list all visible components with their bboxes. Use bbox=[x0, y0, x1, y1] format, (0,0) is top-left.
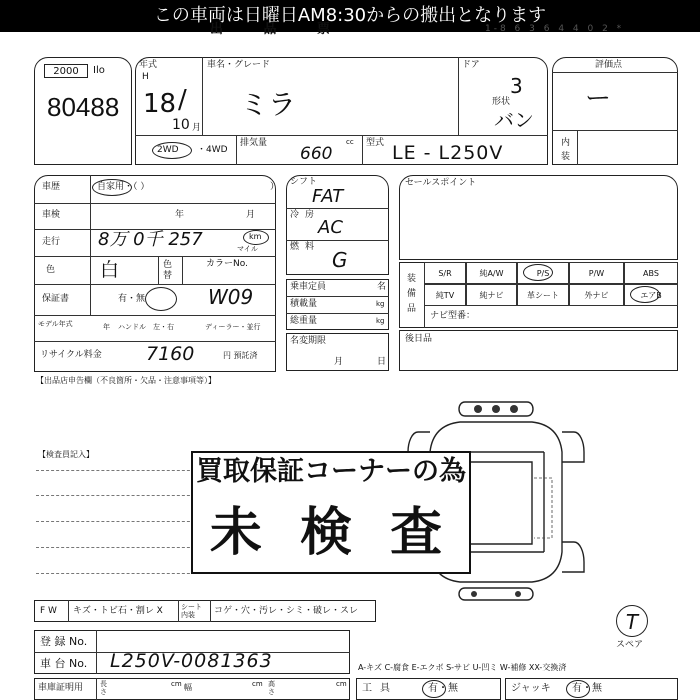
notice-line1: 買取保証コーナーの為 bbox=[196, 456, 466, 487]
inspection-label: 車検 bbox=[42, 210, 61, 220]
body-type: バン bbox=[494, 108, 534, 132]
dealer-label: ディーラー・並行 bbox=[205, 323, 261, 331]
car-name: ミラ bbox=[240, 88, 297, 121]
width-unit: cm bbox=[252, 680, 263, 688]
model-year-label: モデル年式 bbox=[38, 320, 73, 328]
year-label: 年式 bbox=[139, 60, 158, 70]
lot-tag-extra: Ilo bbox=[93, 65, 105, 76]
color-label: 色 bbox=[46, 265, 56, 275]
reg-label: 登 録 No. bbox=[40, 635, 88, 648]
history-label: 車歴 bbox=[42, 182, 61, 192]
airbag-circle bbox=[630, 286, 660, 303]
grade-value: ー bbox=[585, 84, 612, 114]
color-no-value: W09 bbox=[208, 285, 254, 309]
chassis-label: 車 台 No. bbox=[40, 657, 88, 670]
inspection-month-unit: 月 bbox=[246, 210, 256, 220]
mileage-km: km bbox=[249, 232, 262, 241]
month-value: 10 bbox=[172, 117, 190, 133]
ac-value: AC bbox=[318, 217, 343, 238]
equip-alloy: 純A/W bbox=[466, 262, 517, 284]
barcode-text: 1-8 6 3 6 4 4 0 2 * bbox=[485, 24, 625, 34]
sheet-title: 出 品 票 bbox=[210, 22, 349, 37]
seat-damage: コゲ・穴・汚レ・シミ・破レ・スレ bbox=[214, 606, 359, 616]
height-label: 高さ bbox=[268, 680, 275, 696]
color-no-label: カラーNo. bbox=[206, 259, 248, 269]
navi-model-label: ナビ型番： bbox=[430, 311, 476, 321]
deadline-month: 月 bbox=[334, 357, 344, 367]
equip-pw: P/W bbox=[569, 262, 624, 284]
handle-label: ハンドル 左・右 bbox=[118, 323, 174, 331]
body-label: 形状 bbox=[492, 97, 511, 107]
tools-label: 工具 bbox=[362, 683, 398, 694]
equip-navi: 純ナビ bbox=[466, 284, 517, 306]
capacity-unit: 名 bbox=[377, 282, 387, 292]
height-unit: cm bbox=[336, 680, 347, 688]
equip-airbag: エアB bbox=[624, 284, 678, 306]
deadline-label: 名変期限 bbox=[290, 336, 327, 346]
jack-value: 有・無 bbox=[572, 683, 602, 694]
width-label: 幅 bbox=[184, 683, 192, 692]
grade-label: 評価点 bbox=[595, 60, 623, 70]
lot-number: 80488 bbox=[47, 92, 120, 122]
recycle-unit: 円 預託済 bbox=[223, 351, 258, 360]
equip-abs: ABS bbox=[624, 262, 678, 284]
fw-scratch: キズ・トビ石・割レ X bbox=[73, 606, 163, 616]
color-value: 白 bbox=[100, 259, 120, 281]
gross-label: 総重量 bbox=[290, 316, 318, 326]
history-value: 自家用・（ ） bbox=[97, 182, 150, 192]
shift-label: シフト bbox=[290, 177, 318, 187]
spare-tire-icon: T bbox=[616, 605, 648, 637]
year-slash: / bbox=[178, 85, 187, 115]
displacement-label: 排気量 bbox=[240, 138, 268, 148]
length-unit: cm bbox=[171, 680, 182, 688]
equip-tv: 純TV bbox=[424, 284, 466, 306]
tools-value: 有・無 bbox=[428, 683, 458, 694]
length-label: 長さ bbox=[100, 680, 107, 696]
warranty-circle bbox=[145, 287, 177, 311]
fw-label: F W bbox=[40, 606, 57, 616]
notes-label: 後日品 bbox=[405, 334, 433, 344]
equipment-label: 装備品 bbox=[407, 274, 417, 314]
sales-point-label: セールスポイント bbox=[405, 178, 477, 188]
era: H bbox=[142, 72, 149, 82]
mileage-value: 8万 0千 257 bbox=[98, 229, 203, 250]
recycle-value: 7160 bbox=[146, 343, 195, 365]
tools-circle bbox=[422, 680, 446, 698]
notes-box bbox=[399, 330, 678, 371]
displacement-value: 660 bbox=[300, 144, 333, 164]
equip-ps: P/S bbox=[517, 262, 569, 284]
warranty-value: 有・無 bbox=[118, 294, 146, 304]
model-label: 型式 bbox=[366, 138, 385, 148]
lot-tag: 2000 bbox=[44, 64, 88, 78]
notice-line2: 未 検 査 bbox=[209, 503, 453, 563]
ac-label: 冷房 bbox=[290, 210, 321, 220]
spare-label: スペア bbox=[616, 640, 644, 650]
gross-unit: kg bbox=[376, 317, 385, 325]
color-change-label: 色替 bbox=[163, 260, 173, 281]
year-value: 18 bbox=[143, 89, 177, 119]
announcement-banner: この車両は日曜日AM8:30からの搬出となります bbox=[0, 0, 700, 32]
chassis-number: L250V-0081363 bbox=[110, 650, 273, 672]
door-count: 3 bbox=[510, 74, 523, 98]
equip-ext-navi: 外ナビ bbox=[569, 284, 624, 306]
interior-label: 内装 bbox=[561, 138, 571, 162]
deadline-day: 日 bbox=[377, 357, 387, 367]
mileage-mile: マイル bbox=[237, 245, 258, 253]
load-label: 積載量 bbox=[290, 299, 318, 309]
model-code: LE - L250V bbox=[392, 142, 504, 164]
fuel-value: G bbox=[332, 248, 348, 272]
mileage-label: 走行 bbox=[42, 237, 61, 247]
model-year-unit: 年 bbox=[103, 323, 110, 331]
equip-sr: S/R bbox=[424, 262, 466, 284]
door-label: ドア bbox=[462, 60, 480, 70]
recycle-label: リサイクル料金 bbox=[40, 350, 102, 360]
ps-circle bbox=[523, 264, 553, 281]
jack-label: ジャッキ bbox=[511, 683, 551, 694]
load-unit: kg bbox=[376, 300, 385, 308]
damage-legend: A-キズ C-腐食 E-エクボ S-サビ U-凹ミ W-補修 XX-交換済 bbox=[358, 663, 567, 672]
inspector-label: 【検査員記入】 bbox=[38, 450, 94, 459]
report-label: 【出品店申告欄（不良箇所・欠品・注意事項等）】 bbox=[36, 376, 216, 385]
seat-label: シート内装 bbox=[181, 603, 202, 619]
fuel-label: 燃料 bbox=[290, 242, 321, 252]
car-name-label: 車名・グレード bbox=[207, 60, 271, 70]
displacement-unit: cc bbox=[346, 138, 354, 146]
garage-cert-label: 車庫証明用 bbox=[38, 683, 84, 693]
drive-2wd: 2WD bbox=[157, 145, 179, 155]
warranty-label: 保証書 bbox=[42, 294, 70, 304]
inspection-year-unit: 年 bbox=[175, 210, 185, 220]
shift-value: FAT bbox=[312, 186, 344, 207]
jack-circle bbox=[566, 680, 590, 698]
drive-4wd: ・4WD bbox=[197, 145, 228, 155]
month-unit: 月 bbox=[192, 123, 202, 133]
equip-leather: 革シート bbox=[517, 284, 569, 306]
capacity-label: 乗車定員 bbox=[290, 282, 327, 292]
